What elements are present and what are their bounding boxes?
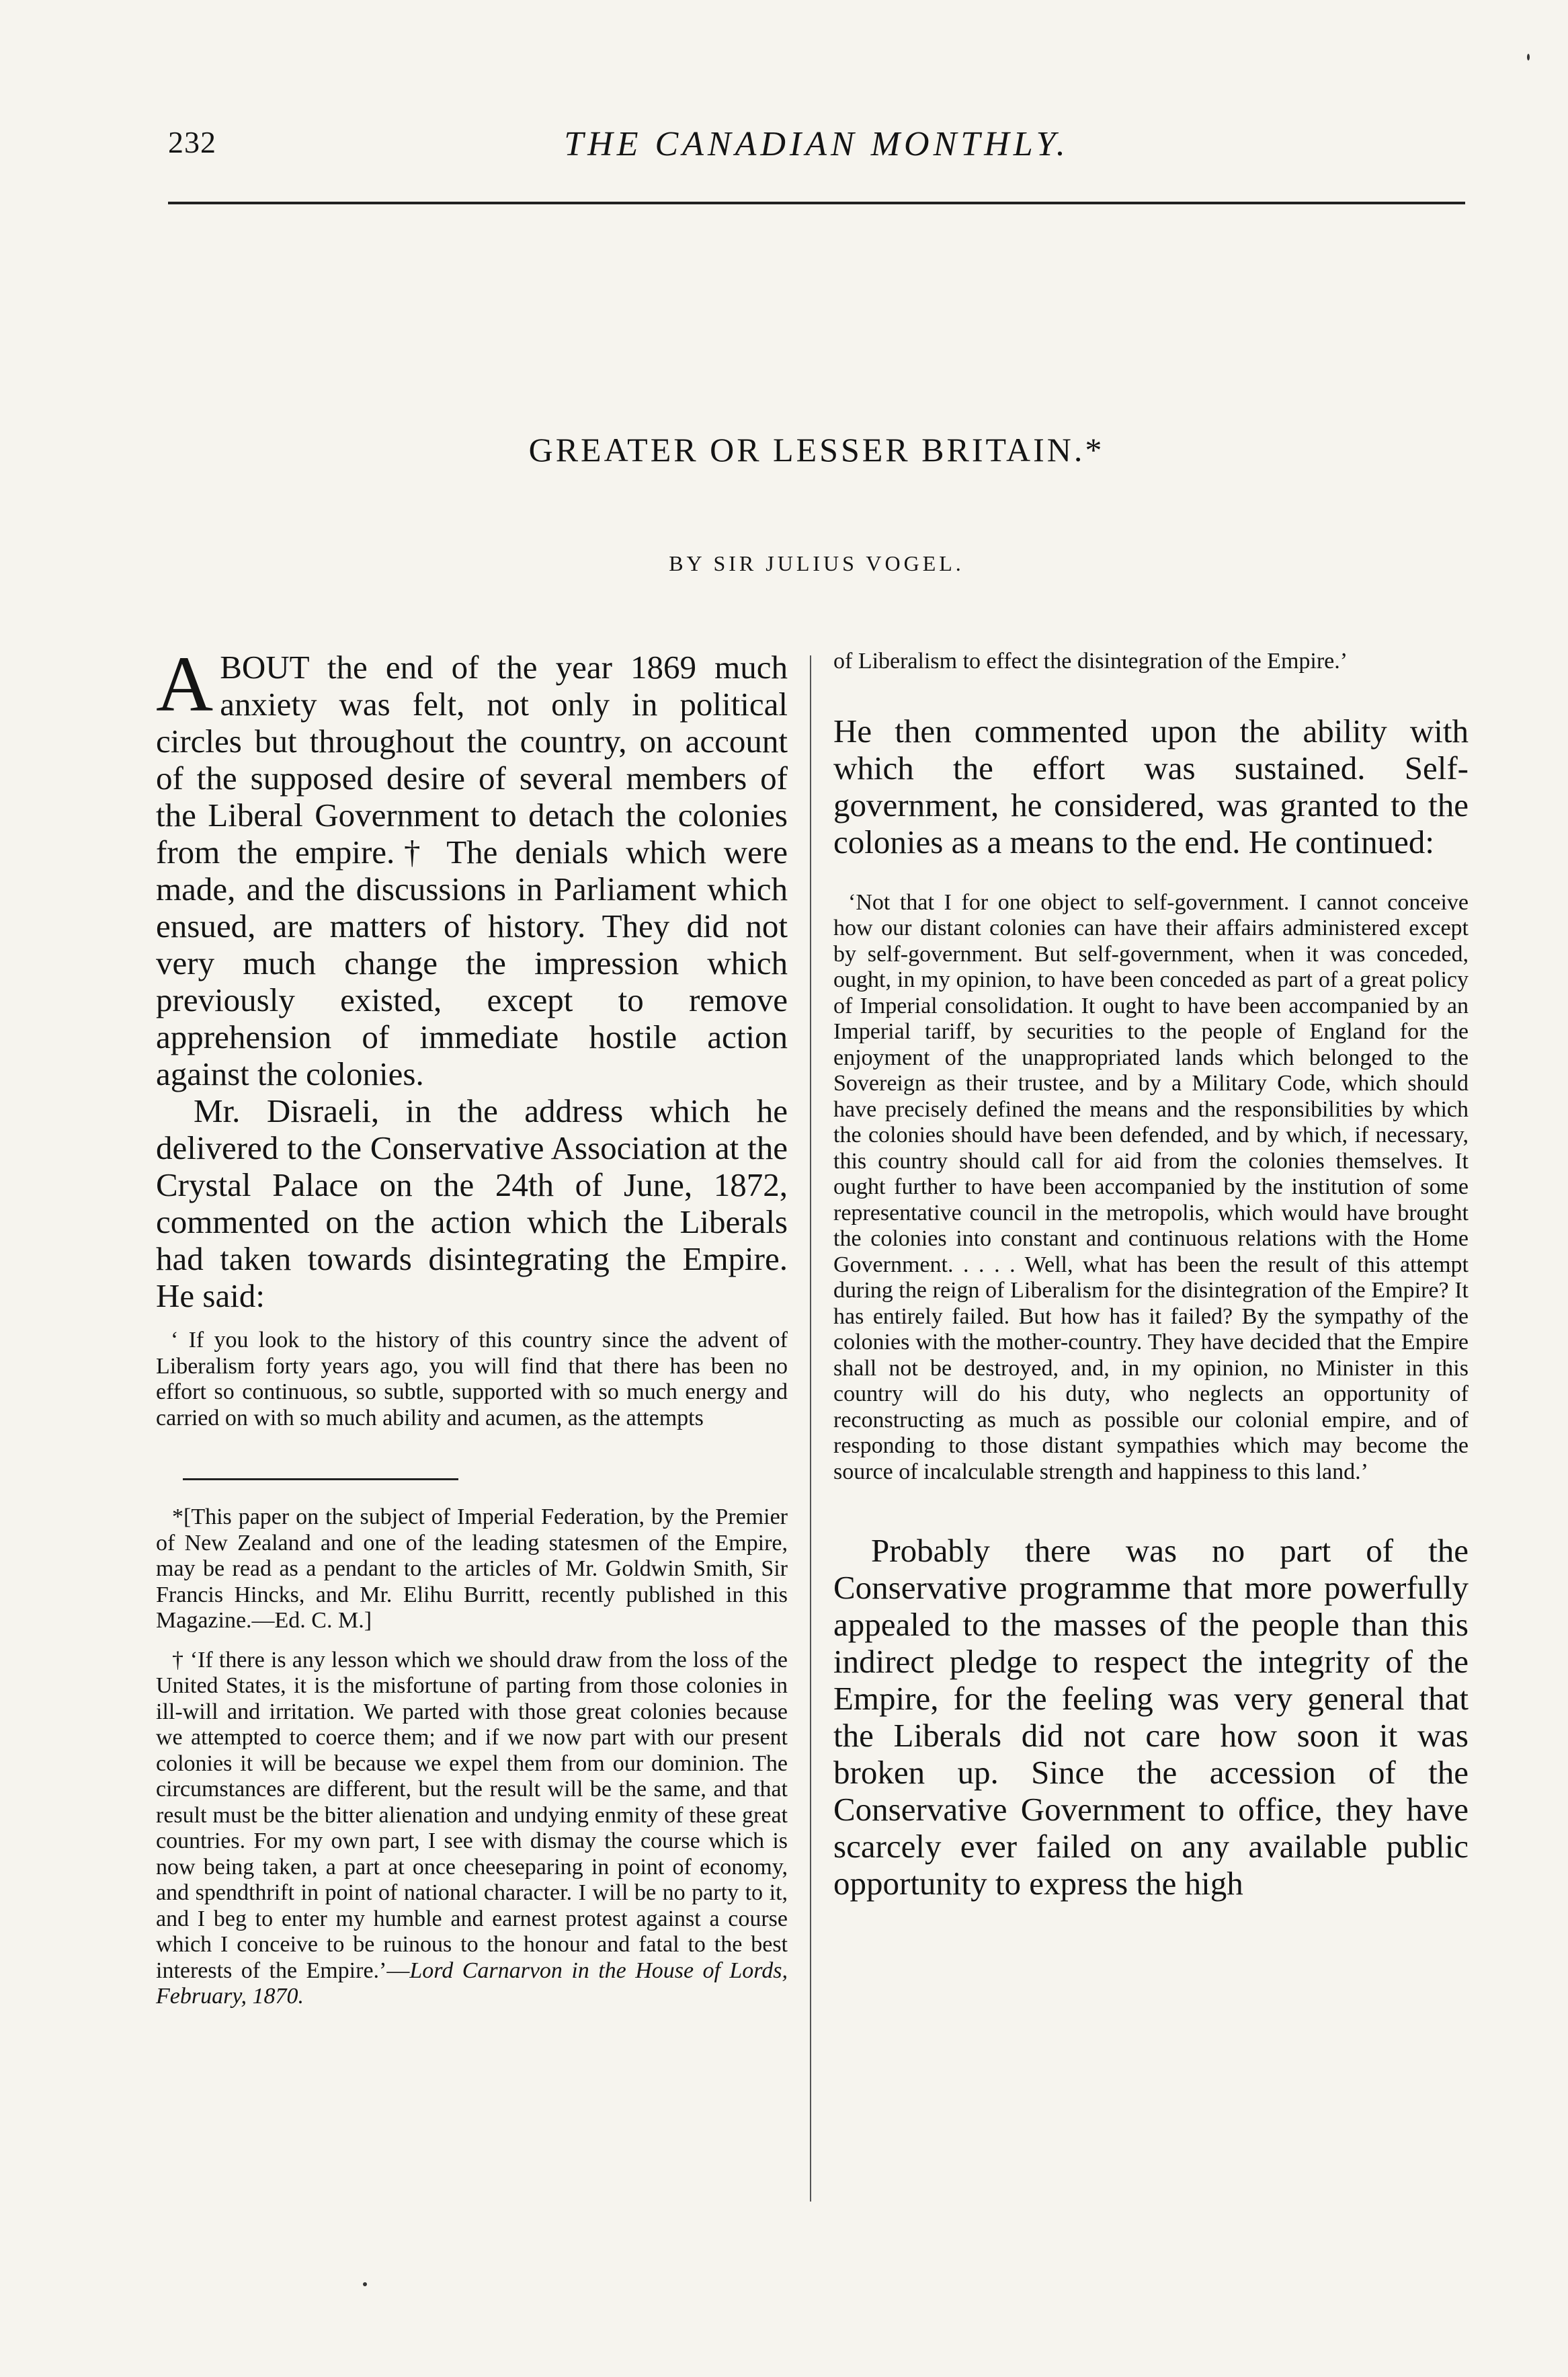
print-speck — [363, 2282, 367, 2286]
quote-disraeli-self-government: ‘Not that I for one object to self-government. I cannot conceive how our distant colonies can have their affairs administered except by self-government. But self-government, when it was conceded, ought, in my opinion, to have been conceded as part of a great policy of Imperial consolidation. It ought to have been accompanied by an Imperial tariff, by securities to the people of England for the enjoyment of the unappropriated lands which belonged to the Sovereign as their trustee, and by a Military Code, which should have precisely defined the means and the responsibilities by which the colonies should have been defended, and by which, if necessary, this country should call for aid from the colonies themselves. It ought further to have been accompanied by the institution of some representative council in the metropolis, which would have brought the colonies into constant and continuous relations with the Home Government. . . . . Well, what has been the result of this attempt during the reign of Liberalism for the disintegration of the Empire? It has entirely failed. But how has it failed? By the sympathy of the colonies with the mother-country. They have decided that the Empire shall not be destroyed, and, in my opinion, no Minister in this country will do his duty, who neglects an opportunity of reconstructing as much as possible our colonial empire, and of responding to those distant sympathies which may become the source of incalculable strength and happiness to this land.’ — [833, 889, 1469, 1484]
header-rule — [168, 202, 1465, 204]
byline: BY SIR JULIUS VOGEL. — [669, 551, 964, 575]
journal-title: THE CANADIAN MONTHLY. — [564, 125, 1069, 163]
right-column — [833, 649, 1469, 1902]
drop-cap: A — [156, 640, 214, 728]
article-title: GREATER OR LESSER BRITAIN.* — [528, 431, 1105, 469]
quote-disraeli-continued: of Liberalism to effect the disintegration of the Empire.’ — [833, 649, 1348, 674]
footnote-editorial: *[This paper on the subject of Imperial Federation, by the Premier of New Zealand and one of the leading statesmen of the Empire, may be read as a pendant to the articles of Mr. Goldwin Smith, Sir Francis Hincks, and Mr. Elihu Burritt, recently published in this Magazine.—Ed. C. M.] — [156, 1504, 788, 1633]
quote-disraeli-opening: ‘ If you look to the history of this country since the advent of Liberalism forty years ago, you will find that there has been no effort so continuous, so subtle, supported with so much energy and carried on with so much ability and acumen, as the attempts — [156, 1328, 788, 1431]
column-divider — [810, 655, 811, 2202]
left-column — [156, 640, 788, 2010]
page-number: 232 — [168, 125, 216, 159]
paragraph-conservative-programme: Probably there was no part of the Conservative programme that more powerfully appealed to the masses of the people than this indirect pledge to respect the integrity of the Empire, for the feeling was very general that the Liberals did not care how soon it was broken up. Since the accession of the Conservative Government to office, they have scarcely ever failed on any available public opportunity to express the high — [833, 1532, 1469, 1902]
print-speck — [1527, 54, 1530, 61]
opening-paragraph-text: BOUT the end of the year 1869 much anxiety was felt, not only in political circles but throughout the country, on account of the supposed desire of several members of the Liberal Government to detach the colonies from the empire.† The denials which were made, and the discussions in Parliament which ensued, are matters of history. They did not very much change the impression which previously existed, except to remove apprehension of immediate hostile action against the colonies. — [156, 649, 788, 1092]
running-head — [168, 124, 1465, 178]
paragraph-self-government: He then commented upon the ability with which the effort was sustained. Self-government, he considered, was granted to the colonies as a means to the end. He continued: — [833, 712, 1469, 860]
opening-paragraph — [156, 640, 788, 1092]
footnote-citation: Lord Carnarvon in the House of Lords, February, 1870. — [156, 1958, 788, 2009]
footnote-carnarvon — [156, 1648, 788, 2010]
paragraph-disraeli: Mr. Disraeli, in the address which he delivered to the Conservative Association at the Crystal Palace on the 24th of June, 1872, commented on the action which the Liberals had taken towards disintegrating the Empire. He said: — [156, 1092, 788, 1314]
footnote-carnarvon-text: † ‘If there is any lesson which we should draw from the loss of the United States, it is the misfortune of parting from those colonies in ill-will and irritation. We parted with those great colonies because we attempted to coerce them; and if we now part with our present colonies it will be because we expel them from our dominion. The circumstances are different, but the result will be the same, and that result must be the bitter alienation and undying enmity of these great countries. For my own part, I see with dismay the course which is now being taken, a part at once cheeseparing in point of economy, and spendthrift in point of national character. I will be no party to it, and I beg to enter my humble and earnest protest against a course which I conceive to be ruinous to the honour and fatal to the best interests of the Empire.’— — [156, 1647, 788, 1983]
